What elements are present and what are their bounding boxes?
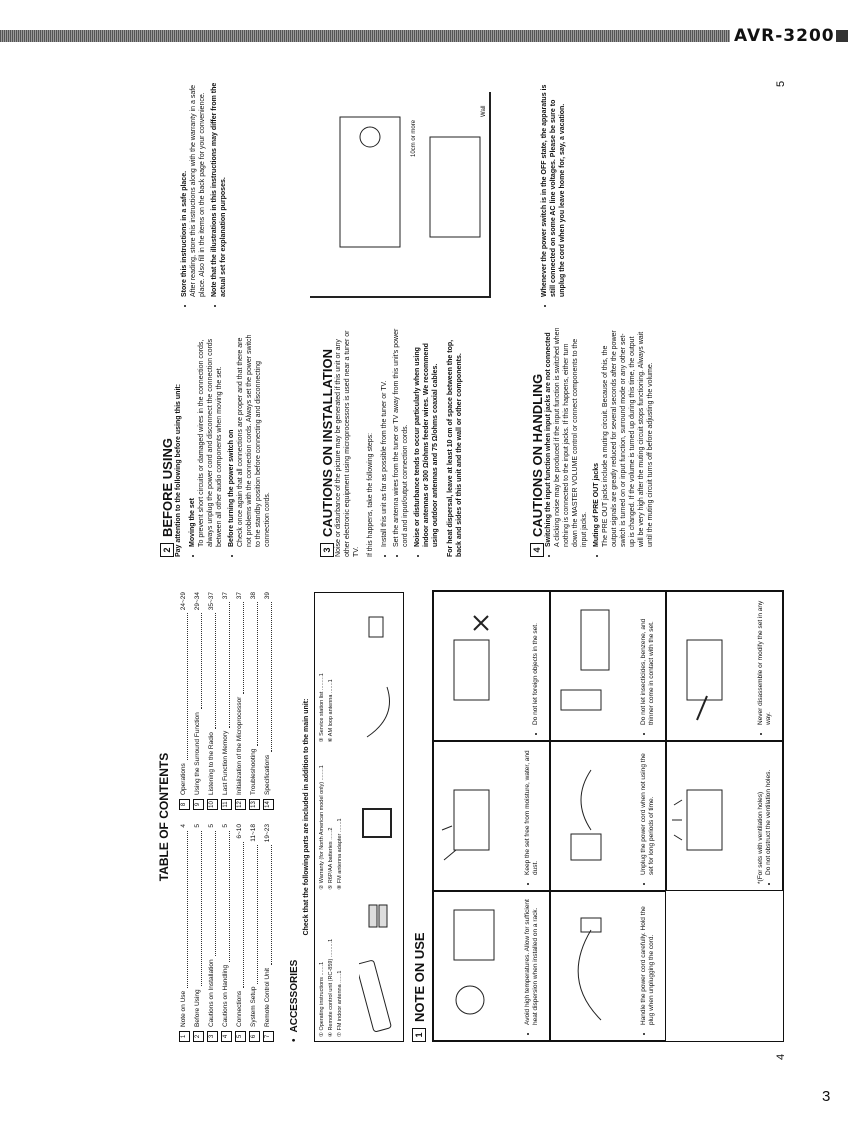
accessory-item: ④ Remote control unit (RC-859) ..........1 bbox=[328, 938, 334, 1037]
toc-section bbox=[157, 592, 275, 1042]
note-on-use-heading: 1 NOTE ON USE bbox=[412, 592, 426, 1042]
accessories-box bbox=[314, 592, 404, 1042]
toc-row[interactable]: 14 Specifications 39 bbox=[261, 592, 275, 810]
cautions-installation-heading: 3 CAUTIONS ON INSTALLATION bbox=[320, 327, 334, 557]
accessories-heading: • ACCESSORIES bbox=[289, 959, 300, 1042]
note-cell: • Keep the set free from moisture, water, and dust. bbox=[433, 741, 550, 891]
toc-row[interactable]: 9 Using the Surround Function 29~34 bbox=[191, 592, 205, 810]
toc-right-list bbox=[177, 592, 275, 810]
heat-sun-illustration bbox=[434, 892, 506, 1040]
before-using-section: 2 BEFORE USING Pay attention to the following before using this unit: • Moving the set To prevent short circuits or damaged wires in the connection cords, always unplug the power cord and disconnect the connection cords between all other audio components when moving the set. • Before turning the power switch on Check once again that all connections are proper and that there are not problems with the connection cords. Always set the power switch to the standby position before connecting and disconnecting connection cords. bbox=[160, 327, 278, 557]
note-on-use-section bbox=[412, 592, 426, 1042]
wall-label: Wall bbox=[481, 105, 487, 117]
page-number-5: 5 bbox=[775, 80, 787, 87]
note-cell: • Do not let insecticides, benzene, and thinner come in contact with the set. bbox=[550, 591, 667, 741]
toc-title: TABLE OF CONTENTS bbox=[157, 752, 171, 882]
toc-row[interactable]: 4 Cautions on Handling 5 bbox=[219, 824, 233, 1042]
unplug-illustration bbox=[551, 742, 623, 890]
standby-note: • Whenever the power switch is in the OFF state, the apparatus is still connected on some AC line voltages. Please be sure to unplug the cord when you leave home for, say, a vacation. bbox=[540, 82, 573, 307]
accessories-illustration bbox=[359, 597, 399, 1037]
note-cell: • Avoid high temperatures. Allow for sufficient heat dispersion when installed on a rack. bbox=[433, 891, 550, 1041]
installation-illustration bbox=[300, 82, 500, 307]
space-label: 10cm or more bbox=[411, 119, 417, 157]
before-using-heading: 2 BEFORE USING bbox=[160, 327, 174, 557]
toc-row[interactable]: 12 Initialization of the Microprocessor 37 bbox=[233, 592, 247, 810]
cautions-installation-section: 3 CAUTIONS ON INSTALLATION Noise or disturbance of the picture may be generated if this unit or any other electronic equipment using microprocessors is used near a tuner or TV. If this happens, take the following steps: • Install this unit as far as possible from the tuner or TV. • Set the antenna wires from the tuner or TV away from this unit's power cord and input/output connection cords. • Noise or disturbance tends to occur particularly when using indoor antennas or 300 Ω/ohms feeder wires. We recommend using outdoor antennas and 75 Ω/ohms coaxial cables. For heat dispersal, leave at least 10 cm of space between the top, back and sides of this unit and the wall or other components. bbox=[320, 327, 469, 557]
rotated-manual-spread bbox=[150, 72, 800, 1062]
before-using-continued: • Store this instructions in a safe place. After reading, store this instructions along with the warranty in a safe place. Also fill in the items on the back page for your convenience. • Note that the illustrations in this instructions may differ from the actual set for explanation purposes. bbox=[180, 82, 234, 307]
toc-left-list bbox=[177, 824, 275, 1042]
note-cell: *(For sets with ventilation holes) • Do not obstruct the ventilation holes. bbox=[666, 741, 783, 891]
accessories-intro: Check that the following parts are included in addition to the main unit: bbox=[303, 698, 310, 936]
note-cell: • Unplug the power cord when not using the set for long periods of time. bbox=[550, 741, 667, 891]
page-number-3: 3 bbox=[822, 1088, 831, 1105]
note-cell: • Do not let foreign objects in the set. bbox=[433, 591, 550, 741]
model-name: AVR-3200 bbox=[734, 26, 835, 46]
cautions-handling-section: 4 CAUTIONS ON HANDLING • Switching the input function when input jacks are not connected A clicking noise may be produced if the input function is switched when nothing is connected to the input jacks. If this happens, either turn down the MASTER VOLUME control or connect components to the input jacks. • Muting of PRE OUT jacks The PRE OUT jacks include a muting circuit. Because of this, the output signals are greatly reduced for several seconds after the power switch is turned on or input function, surround mode or any other set-up is changed. If the volume is turned up during this time, the output will be very high after the muting circuit stops functioning. Always wait until the muting circuit turns off before adjusting the volume. bbox=[530, 327, 661, 557]
accessory-item: ⑤ R6P/AA batteries ......2 bbox=[328, 827, 334, 890]
toc-row[interactable]: 1 Note on Use 4 bbox=[177, 824, 191, 1042]
disassemble-illustration bbox=[667, 592, 739, 740]
accessory-item: ⑦ FM indoor antenna ......1 bbox=[337, 970, 343, 1037]
page-number-4: 4 bbox=[775, 1053, 787, 1060]
toc-row[interactable]: 7 Remote Control Unit 19~23 bbox=[261, 824, 275, 1042]
ventilation-illustration bbox=[667, 742, 739, 890]
moisture-illustration bbox=[434, 742, 506, 890]
installation-diagram bbox=[300, 82, 510, 307]
power-cord-illustration bbox=[551, 892, 623, 1040]
accessories-section bbox=[290, 592, 404, 1042]
toc-row[interactable]: 8 Operations 24~29 bbox=[177, 592, 191, 810]
before-using-intro: Pay attention to the following before using this unit: bbox=[175, 383, 182, 557]
accessory-item: ⑥ AM loop antenna .......1 bbox=[328, 679, 334, 743]
accessory-item: ⑧ FM antenna adapter .......1 bbox=[337, 818, 343, 890]
toc-row[interactable]: 3 Cautions on Installation 5 bbox=[205, 824, 219, 1042]
accessory-item: ① Operating instructions .......1 bbox=[319, 961, 325, 1037]
accessory-item: ③ Service station list .........1 bbox=[319, 673, 325, 743]
toc-row[interactable]: 10 Listening to the Radio 35~37 bbox=[205, 592, 219, 810]
note-on-use-grid bbox=[432, 590, 784, 1042]
toc-row[interactable]: 2 Before Using 5 bbox=[191, 824, 205, 1042]
cautions-handling-heading: 4 CAUTIONS ON HANDLING bbox=[530, 327, 544, 557]
note-cell: • Never disassemble or modify the set in any way. bbox=[666, 591, 783, 741]
toc-row[interactable]: 5 Connections 6~10 bbox=[233, 824, 247, 1042]
insecticide-illustration bbox=[551, 592, 623, 740]
accessory-item: ② Warranty (for North American model only) ........1 bbox=[319, 765, 325, 890]
toc-row[interactable]: 6 System Setup 11~18 bbox=[247, 824, 261, 1042]
note-cell: • Handle the power cord carefully. Hold the plug when unplugging the cord. bbox=[550, 891, 667, 1041]
foreign-objects-illustration bbox=[434, 592, 506, 740]
toc-row[interactable]: 13 Troubleshooting 38 bbox=[247, 592, 261, 810]
toc-row[interactable]: 11 Last Function Memory 37 bbox=[219, 592, 233, 810]
